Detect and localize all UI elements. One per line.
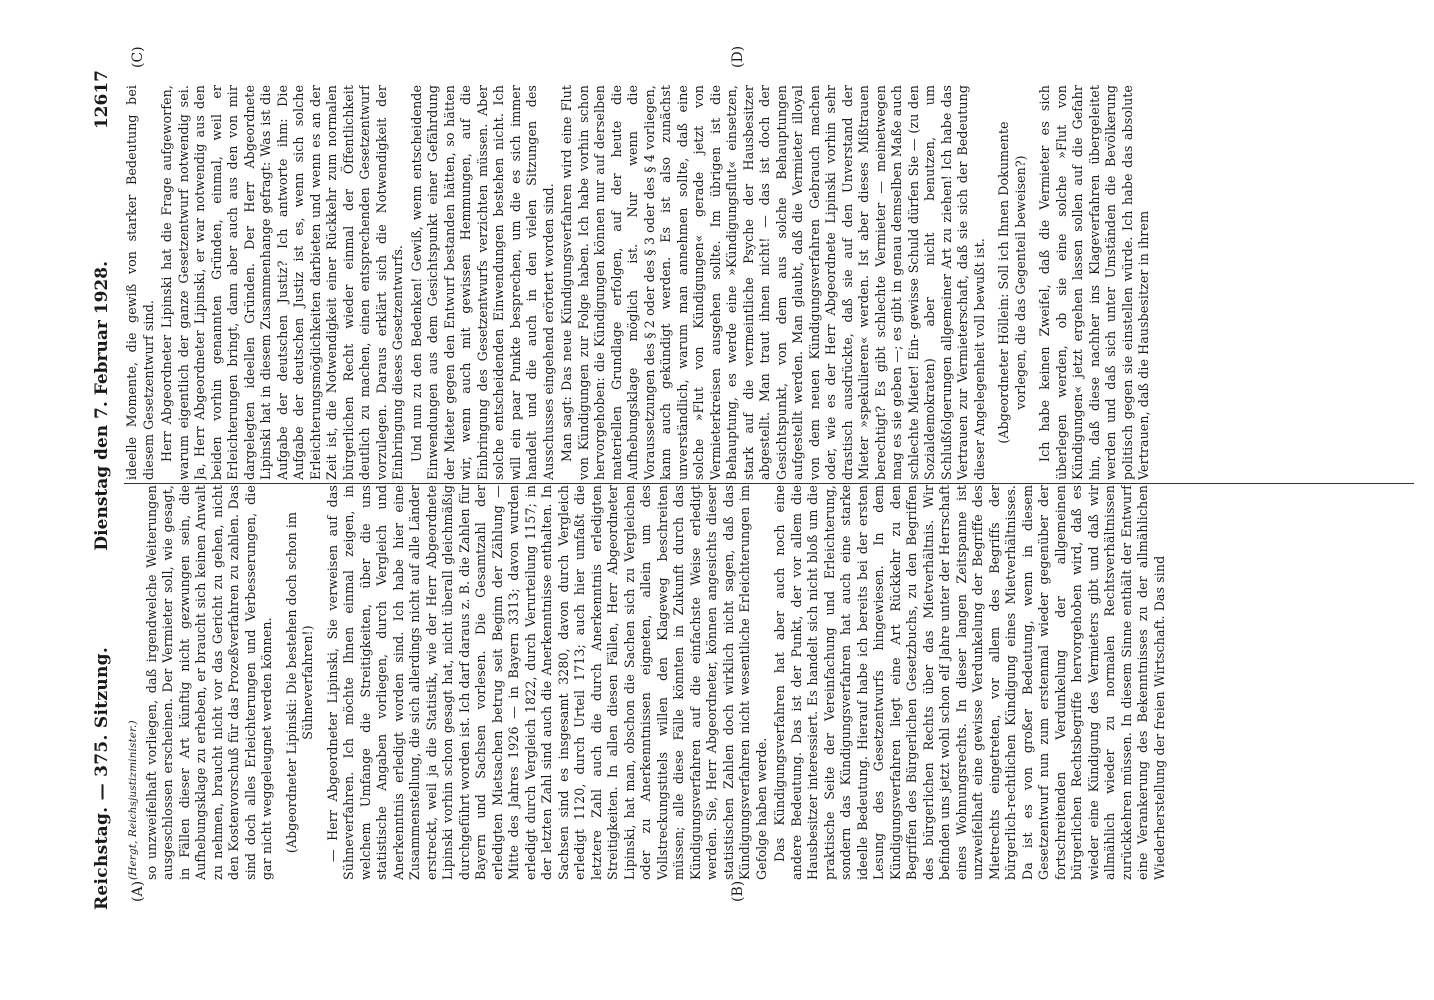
page-header bbox=[88, 70, 122, 910]
interjection: (Abgeordneter Lipinski: Die bestehen doch schon im Sühneverfahren!) bbox=[283, 511, 315, 854]
digitization-credit bbox=[1412, 10, 1432, 990]
column-divider bbox=[124, 483, 1414, 484]
page-number: 12617 bbox=[92, 70, 112, 130]
paragraph: Herr Abgeordneter Lipinski hat die Frage aufgeworfen, warum eigentlich der ganze Gesetzentwurf notwendig sei. Ja, Herr Abgeordneter Lipinski, er war notwendig aus den beiden vorhin genannten Gründen, einmal, weil er Erleichterungen bringt, dann aber auch aus den von mir dargelegten ideellen Gründen. Der Herr Abgeordnete Lipinski hat in diesem Zusammenhange gefragt: Was ist die Aufgabe der deutschen Justiz? Ich antworte ihm: Die Aufgabe der deutschen Justiz ist es, wenn sich solche Erleichterungsmöglichkeiten darbieten und wenn es an der Zeit ist, die Notwendigkeit einer Rückkehr zum normalen bürgerlichen Recht wieder einmal der Öffentlichkeit deutlich zu machen, einen entsprechenden Gesetzentwurf vorzulegen. Daraus erklärt sich die Notwendigkeit der Einbringung dieses Gesetzentwurfs. bbox=[159, 85, 405, 480]
header-date: Dienstag den 7. Februar 1928. bbox=[92, 261, 112, 551]
interjection: (Abgeordneter Höllein: Soll ich Ihnen Dokumente vorlegen, die das Gegenteil beweisen?) bbox=[996, 121, 1028, 444]
margin-letter-c: (C) bbox=[130, 46, 146, 68]
speaker-tag: (Hergt, Reichsjustizminister.) bbox=[127, 720, 139, 880]
paragraph: Das Kündigungsverfahren hat aber auch noch eine andere Bedeutung. Das ist der Punkt, der vor allem die Hausbesitzer interessiert. Es handelt sich nicht bloß um die praktische Seite der Vereinfachung und Erleichterung, sondern das Kündigungsverfahren hat auch eine starke ideelle Bedeutung. Hierauf habe ich bereits bei der ersten Lesung des Gesetzentwurfs hingewiesen. In dem Kündigungsverfahren liegt eine Art Rückkehr zu den Begriffen des Bürgerlichen Gesetzbuchs, zu den Begriffen des bürgerlichen Rechts über das Mietverhältnis. Wir befinden uns jetzt wohl schon elf Jahre unter der Herrschaft eines Wohnungsrechts. In dieser langen Zeitspanne ist unzweifelhaft eine gewisse Verdunkelung der Begriffe des Mietrechts eingetreten, vor allem des Begriffs der bürgerlich-rechtlichen Kündigung eines Mietverhältnisses. Da ist es von großer Bedeutung, wenn in diesem Gesetzentwurf nun zum erstenmal wieder gegenüber der fortschreitenden Verdunkelung der allgemeinen bürgerlichen Rechtsbegriffe hervorgehoben wird, daß es wieder eine Kündigung des Vermieters gibt und daß wir allmählich wieder zu normalen Rechtsverhältnissen zurückkehren müssen. In diesem Sinne enthält der Entwurf eine Verankerung des Bekenntnisses zu der allmählichen Wiederherstellung der freien Wirtschaft. Das sind bbox=[772, 485, 1167, 880]
speaker-line bbox=[124, 485, 142, 880]
margin-letter-d: (D) bbox=[730, 45, 746, 68]
text-column-left bbox=[124, 485, 1434, 880]
paragraph: so unzweifelhaft vorliegen, daß irgendwelche Weiterungen ausgeschlossen erscheinen. Der Vermieter soll, wie gesagt, in Fällen dieser Art künftig nicht gezwungen sein, die Aufhebungsklage zu erheben, er braucht sich keinen Anwalt zu nehmen, braucht nicht vor das Gericht zu gehen, nicht den Kostenvorschuß für das Prozeßverfahren zu zahlen. Das sind doch alles Erleichterungen und Verbesserungen, die gar nicht weggeleugnet werden können. bbox=[143, 485, 274, 880]
paragraph: Ich habe keinen Zweifel, daß die Vermieter es sich überlegen werden, ob sie eine solche »Flut von Kündigungen« jetzt ergehen lassen sollen auf die Gefahr hin, daß diese nachher ins Klageverfahren übergeleitet werden und daß sich unter Umständen die Bevölkerung politisch gegen sie einstellen würde. Ich habe das absolute Vertrauen, daß die Hausbesitzer in ihrem bbox=[1037, 85, 1151, 480]
paragraph: Man sagt: Das neue Kündigungsverfahren wird eine Flut von Kündigungen zur Folge haben. Ich habe vorhin schon hervorgehoben: die Kündigungen können nur auf derselben materiellen Grundlage erfolgen, auf der heute die Aufhebungsklage möglich ist. Nur wenn die Voraussetzungen des § 2 oder des § 3 oder des § 4 vorliegen, kann auch gekündigt werden. Es ist also zunächst unverständlich, warum man annehmen sollte, daß eine solche »Flut von Kündigungen« gerade jetzt von Vermieterkreisen ausgehen sollte. Im übrigen ist die Behauptung, es werde eine »Kündigungsflut« einsetzen, stark auf die vermeintliche Psyche der Hausbesitzer abgestellt. Man traut ihnen nicht! — das ist doch der Gesichtspunkt, von dem aus solche Behauptungen aufgestellt werden. Man glaubt, daß die Vermieter illoyal von dem neuen Kündigungsverfahren Gebrauch machen oder, wie es der Herr Abgeordnete Lipinski vorhin sehr drastisch ausdrückte, daß sie auf den Unverstand der Mieter »spekulieren« werden. Ist aber dieses Mißtrauen berechtigt? Es gibt schlechte Vermieter — meinetwegen mag es sie geben —; es gibt in genau demselben Maße auch schlechte Mieter! Ein- gewisse Schuld dürfen Sie — (zu den Sozialdemokraten) aber nicht benutzen, um Schlußfolgerungen allgemeiner Art zu ziehen! Ich habe das Vertrauen zur Vermieterschaft, daß sie sich der Bedeutung dieser Angelegenheit voll bewußt ist. bbox=[559, 85, 987, 480]
text-column-right bbox=[124, 85, 1434, 480]
header-date-page bbox=[92, 70, 112, 551]
margin-letter-b: (B) bbox=[730, 880, 746, 902]
paragraph: — Herr Abgeordneter Lipinski, Sie verweisen auf das Sühneverfahren. Ich möchte Ihnen einmal zeigen, in welchem Umfange die Streitigkeiten, über die uns statistische Angaben vorliegen, durch Vergleich und Anerkenntnis erledigt worden sind. Ich habe hier eine Zusammenstellung, die sich allerdings nicht auf alle Länder erstreckt, weil ja die Statistik, wie der Herr Abgeordnete Lipinski vorhin schon gesagt hat, nicht überall gleichmäßig durchgeführt worden ist. Ich darf daraus z. B. die Zahlen für Bayern und Sachsen vorlesen. Die Gesamtzahl der erledigten Mietsachen betrug seit Beginn der Zählung — Mitte des Jahres 1926 — in Bayern 3313; davon wurden erledigt durch Vergleich 1822, durch Verurteilung 1157; in der letzten Zahl sind auch die Anerkenntnisse enthalten. In Sachsen sind es insgesamt 3280, davon durch Vergleich erledigt 1120, durch Urteil 1713; auch hier umfaßt die letztere Zahl auch die durch Anerkenntnis erledigten Streitigkeiten. In allen diesen Fällen, Herr Abgeordneter Lipinski, hat man, obschon die Sachen sich zu Vergleichen oder zu Anerkenntnissen eigneten, allein um des Vollstreckungstitels willen den Klageweg beschreiten müssen; alle diese Fälle könnten in Zukunft durch das Kündigungsverfahren auf die einfachste Weise erledigt werden. Sie, Herr Abgeordneter, können angesichts dieser statistischen Zahlen doch wirklich nicht sagen, daß das Kündigungsverfahren nicht wesentliche Erleichterungen im Gefolge haben werde. bbox=[324, 485, 769, 880]
paragraph: Und nun zu den Bedenken! Gewiß, wenn entscheidende Einwendungen aus dem Gesichtspunkt einer Gefährdung der Mieter gegen den Entwurf bestanden hätten, so hätten wir, wenn auch mit gewissen Hemmungen, auf die Einbringung des Gesetzentwurfs verzichten müssen. Aber solche entscheidenden Einwendungen bestehen nicht. Ich will ein paar Punkte besprechen, um die es sich immer handelt und die auch in den vielen Sitzungen des Ausschusses eingehend erörtert worden sind. bbox=[408, 85, 556, 480]
paragraph: ideelle Momente, die gewiß von starker Bedeutung bei diesem Gesetzentwurf sind. bbox=[124, 85, 156, 480]
header-session-title: Reichstag. — 375. Sitzung. bbox=[92, 646, 112, 910]
margin-letter-a: (A) bbox=[130, 880, 146, 902]
